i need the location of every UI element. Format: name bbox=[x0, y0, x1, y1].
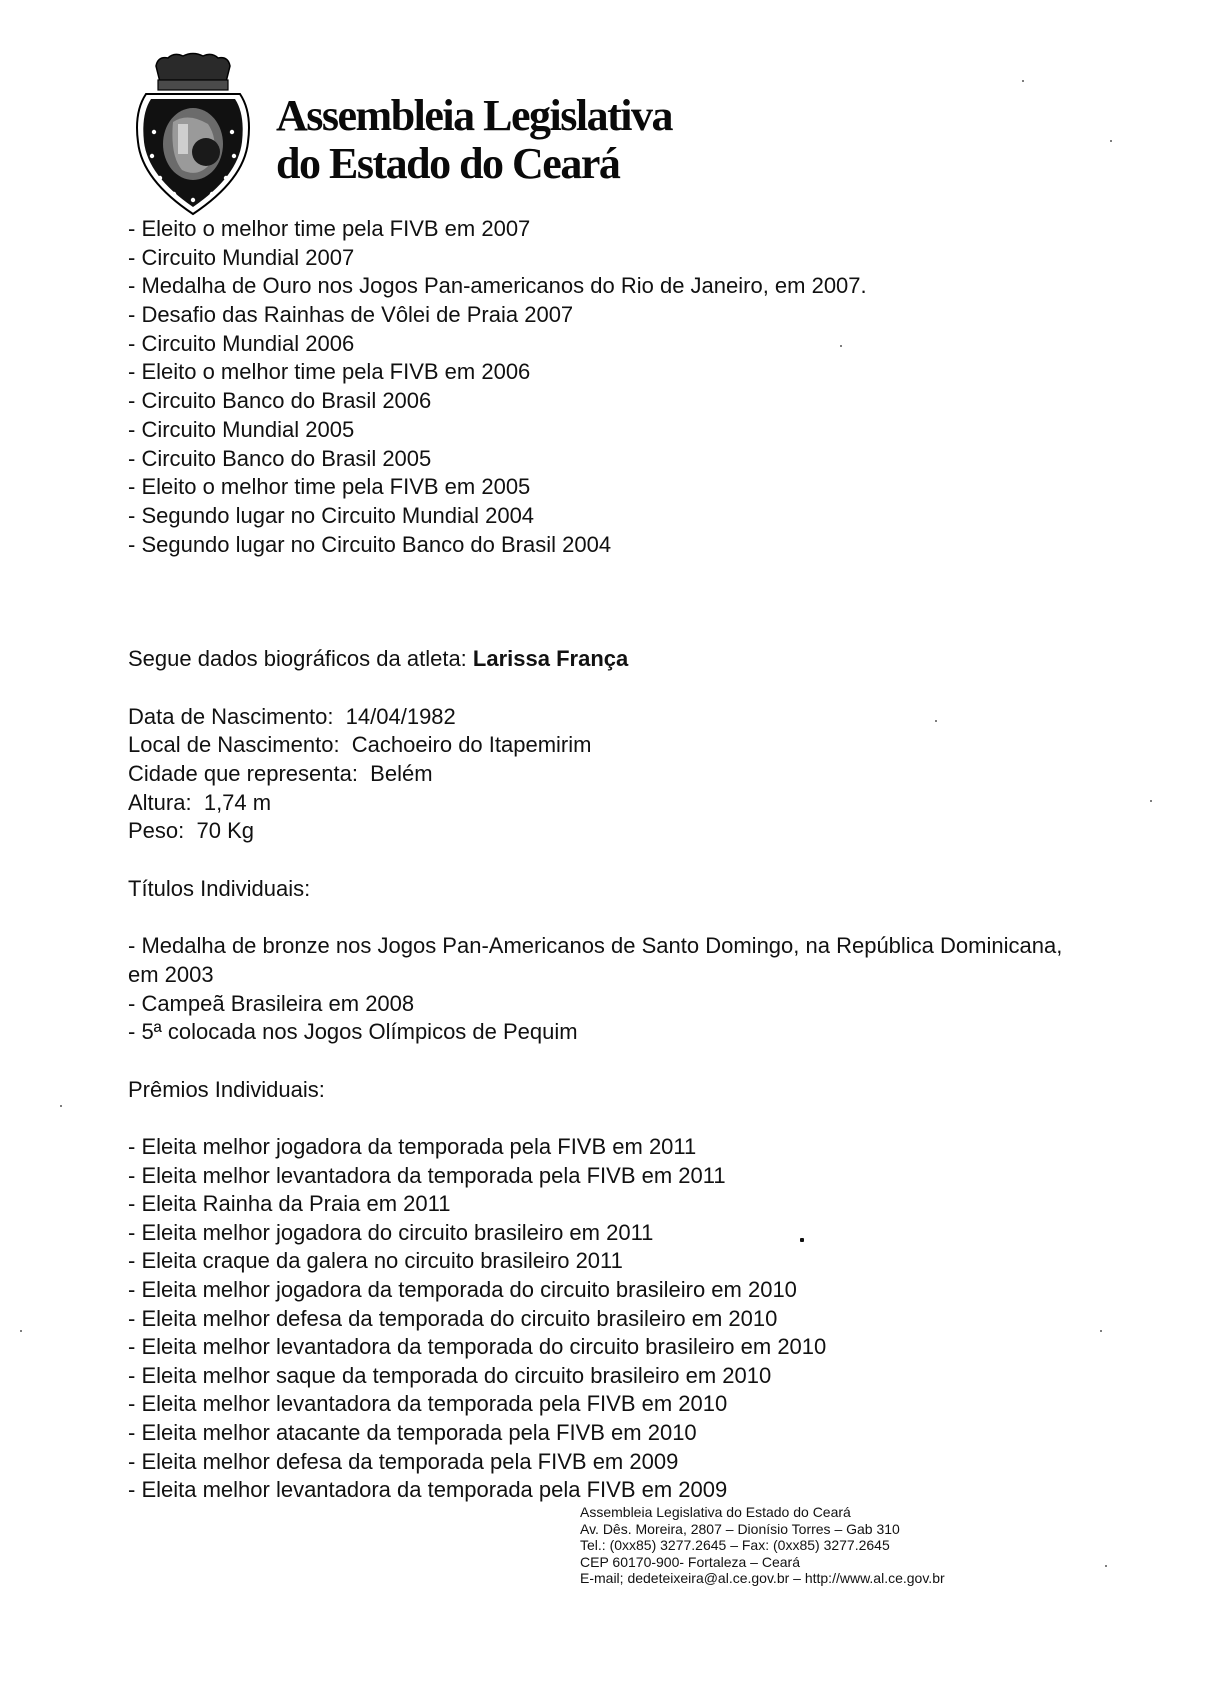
list-item: - Eleita melhor saque da temporada do circuito brasileiro em 2010 bbox=[128, 1362, 772, 1388]
list-item: - Eleito o melhor time pela FIVB em 2007 bbox=[128, 216, 531, 241]
weight-row bbox=[128, 817, 1088, 846]
list-item: - Desafio das Rainhas de Vôlei de Praia 2007 bbox=[128, 302, 574, 328]
individual-titles-heading: Títulos Individuais: bbox=[128, 875, 311, 901]
height-label: Altura: bbox=[128, 789, 192, 815]
footer-address bbox=[580, 1504, 945, 1587]
list-item: - Eleita melhor levantadora da temporada do circuito brasileiro em 2010 bbox=[128, 1334, 827, 1360]
birth-place-value: Cachoeiro do Itapemirim bbox=[351, 732, 592, 758]
organization-name bbox=[276, 92, 672, 188]
team-titles-list bbox=[128, 215, 1088, 559]
birth-place-row bbox=[128, 731, 1088, 760]
athlete-intro bbox=[128, 645, 1088, 674]
biographical-data bbox=[128, 703, 1088, 846]
birth-date-label: Data de Nascimento: bbox=[128, 703, 334, 729]
list-item: - Eleito o melhor time pela FIVB em 2006 bbox=[128, 359, 531, 385]
list-item: - Segundo lugar no Circuito Banco do Brasil 2004 bbox=[128, 531, 612, 557]
organization-name-line-2: do Estado do Ceará bbox=[276, 139, 620, 188]
list-item: - Circuito Banco do Brasil 2006 bbox=[128, 388, 432, 414]
list-item: - Eleita melhor jogadora da temporada do circuito brasileiro em 2010 bbox=[128, 1276, 797, 1302]
footer-postal: CEP 60170-900- Fortaleza – Ceará bbox=[580, 1553, 800, 1570]
scan-speck bbox=[1022, 80, 1024, 82]
individual-titles-list bbox=[128, 932, 1088, 1047]
list-item: - Eleita Rainha da Praia em 2011 bbox=[128, 1191, 451, 1217]
scan-speck bbox=[1150, 800, 1152, 802]
scan-speck bbox=[1100, 1330, 1102, 1332]
height-value: 1,74 m bbox=[203, 789, 272, 815]
list-item: - Circuito Banco do Brasil 2005 bbox=[128, 445, 432, 471]
letterhead bbox=[128, 52, 748, 222]
athlete-intro-text: Segue dados biográficos da atleta: bbox=[128, 646, 473, 672]
list-item: - Eleita melhor levantadora da temporada pela FIVB em 2010 bbox=[128, 1391, 728, 1417]
list-item: - Eleita melhor jogadora do circuito brasileiro em 2011 bbox=[128, 1219, 654, 1245]
list-item: - Eleita craque da galera no circuito brasileiro 2011 bbox=[128, 1248, 623, 1274]
list-item: - Eleita melhor atacante da temporada pela FIVB em 2010 bbox=[128, 1419, 697, 1445]
list-item: - Eleita melhor defesa da temporada do circuito brasileiro em 2010 bbox=[128, 1305, 778, 1331]
footer-contact: E-mail; dedeteixeira@al.ce.gov.br – http://www.al.ce.gov.br bbox=[580, 1570, 945, 1586]
city-row bbox=[128, 760, 1088, 789]
list-item: - 5ª colocada nos Jogos Olímpicos de Pequim bbox=[128, 1019, 578, 1045]
list-item: - Circuito Mundial 2006 bbox=[128, 330, 355, 356]
list-item: - Eleita melhor defesa da temporada pela FIVB em 2009 bbox=[128, 1448, 679, 1474]
scan-speck bbox=[935, 720, 937, 722]
weight-value: 70 Kg bbox=[196, 818, 254, 844]
birth-place-label: Local de Nascimento: bbox=[128, 732, 340, 758]
weight-label: Peso: bbox=[128, 818, 185, 844]
birth-date-value: 14/04/1982 bbox=[345, 703, 456, 729]
list-item: - Circuito Mundial 2007 bbox=[128, 244, 355, 270]
footer-street: Av. Dês. Moreira, 2807 – Dionísio Torres – Gab 310 bbox=[580, 1520, 900, 1537]
footer-org: Assembleia Legislativa do Estado do Ceará bbox=[580, 1504, 851, 1520]
birth-date-row bbox=[128, 703, 1088, 732]
scan-speck bbox=[800, 1238, 804, 1242]
organization-name-line-1: Assembleia Legislativa bbox=[276, 91, 672, 140]
scan-speck bbox=[1105, 1565, 1107, 1567]
athlete-name: Larissa França bbox=[472, 646, 629, 672]
individual-awards-list bbox=[128, 1133, 1088, 1505]
list-item: - Medalha de bronze nos Jogos Pan-Americanos de Santo Domingo, na República Dominicana, em 2003 bbox=[128, 933, 1063, 987]
list-item: - Campeã Brasileira em 2008 bbox=[128, 990, 415, 1016]
scan-speck bbox=[60, 1105, 62, 1107]
list-item: - Eleita melhor levantadora da temporada pela FIVB em 2011 bbox=[128, 1162, 726, 1188]
list-item: - Circuito Mundial 2005 bbox=[128, 416, 355, 442]
scan-speck bbox=[1110, 140, 1112, 142]
footer-phone: Tel.: (0xx85) 3277.2645 – Fax: (0xx85) 3277.2645 bbox=[580, 1537, 890, 1553]
city-label: Cidade que representa: bbox=[128, 761, 358, 786]
list-item: - Eleito o melhor time pela FIVB em 2005 bbox=[128, 474, 531, 500]
state-coat-of-arms-icon bbox=[128, 52, 258, 222]
individual-awards-heading: Prêmios Individuais: bbox=[128, 1076, 325, 1102]
list-item: - Eleita melhor jogadora da temporada pela FIVB em 2011 bbox=[128, 1133, 697, 1159]
city-value: Belém bbox=[370, 761, 433, 786]
height-row bbox=[128, 789, 1088, 818]
list-item: - Segundo lugar no Circuito Mundial 2004 bbox=[128, 502, 535, 528]
list-item: - Eleita melhor levantadora da temporada pela FIVB em 2009 bbox=[128, 1477, 728, 1503]
list-item: - Medalha de Ouro nos Jogos Pan-americanos do Rio de Janeiro, em 2007. bbox=[128, 273, 867, 299]
scan-speck bbox=[840, 345, 842, 347]
document-body bbox=[128, 215, 1088, 1505]
scan-speck bbox=[20, 1330, 22, 1332]
